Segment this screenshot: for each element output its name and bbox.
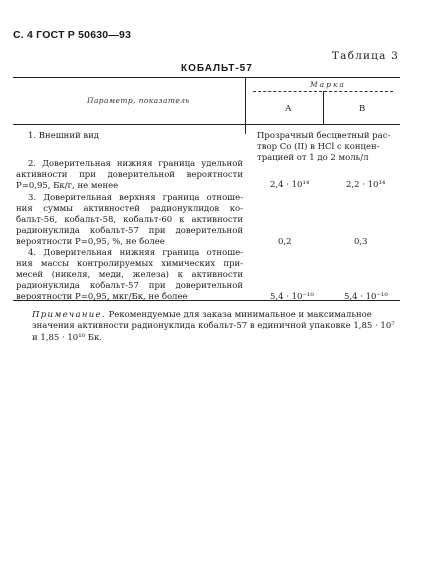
row-param-text: 3. Доверительная верхняя граница отноше- [28,193,243,203]
value-line: Прозрачный бесцветный рас- [257,131,391,141]
table-note [32,310,396,344]
table-top-border [13,77,400,78]
value-line: твор Co (II) в HCl с концен- [257,142,380,153]
row-param-text: P=0,95, Бк/г, не менее [16,181,119,192]
page-number-header: С. 4 ГОСТ Р 50630—93 [13,29,132,41]
column-divider-params [245,77,246,124]
value-b: 0,3 [354,237,368,247]
value-b: 2,2 · 10¹⁴ [346,180,386,190]
row-param-text: 4. Доверительная нижняя граница отноше- [28,248,243,258]
row-param-text: вероятности P=0,95, %, не более [16,237,165,248]
table-row [16,159,243,192]
row-param-text: радионуклида кобальт-57 при доверительной [16,281,243,292]
note-text: Рекомендуемые для заказа минимальное и максимальное значения активности радионуклида кобальт-57 в единичной упаковке 1,85 · 10⁷ и 1,85 · 10¹⁰ Бк. [32,310,395,343]
table-caption: Таблица 3 [331,50,399,62]
row-param-text: вероятности P=0,95, мкг/Бк, не более [16,292,188,303]
row-param-text: 2. Доверительная нижняя граница удельной [28,159,243,169]
row-param-text: радионуклида кобальт-57 при доверительной [16,226,243,237]
row-param-text: ния суммы активностей радионуклидов ко- [16,204,243,215]
column-a-header: А [285,104,292,114]
table-row [28,131,99,142]
row-param-text: бальт-56, кобальт-58, кобальт-60 к активности [16,215,243,226]
row-param-text: месей (никеля, меди, железа) к активности [16,270,243,281]
row-param-text: активности при доверительной вероятности [16,170,243,181]
row-param-text: ния массы контролируемых химических при- [16,259,243,270]
table-row [16,248,243,303]
note-label: Примечание. [32,310,106,320]
row-param-text: 1. Внешний вид [28,131,100,141]
table-header-bottom-border [13,124,400,125]
row-shared-value [257,131,398,164]
column-b-header: В [359,104,366,114]
column-divider-ab [323,91,324,124]
value-line: трацией от 1 до 2 моль/л [257,153,369,164]
table-row [16,193,243,248]
brand-header-underline [253,91,393,92]
value-a: 2,4 · 10¹⁴ [270,180,310,190]
param-column-header: Параметр, показатель [87,96,190,105]
value-a: 5,4 · 10⁻¹⁰ [270,292,314,302]
value-b: 5,4 · 10⁻¹⁰ [344,292,388,302]
table-title: КОБАЛЬТ-57 [181,63,253,74]
value-a: 0,2 [278,237,292,247]
brand-column-header: Марка [310,80,346,89]
column-divider-body [245,124,246,134]
